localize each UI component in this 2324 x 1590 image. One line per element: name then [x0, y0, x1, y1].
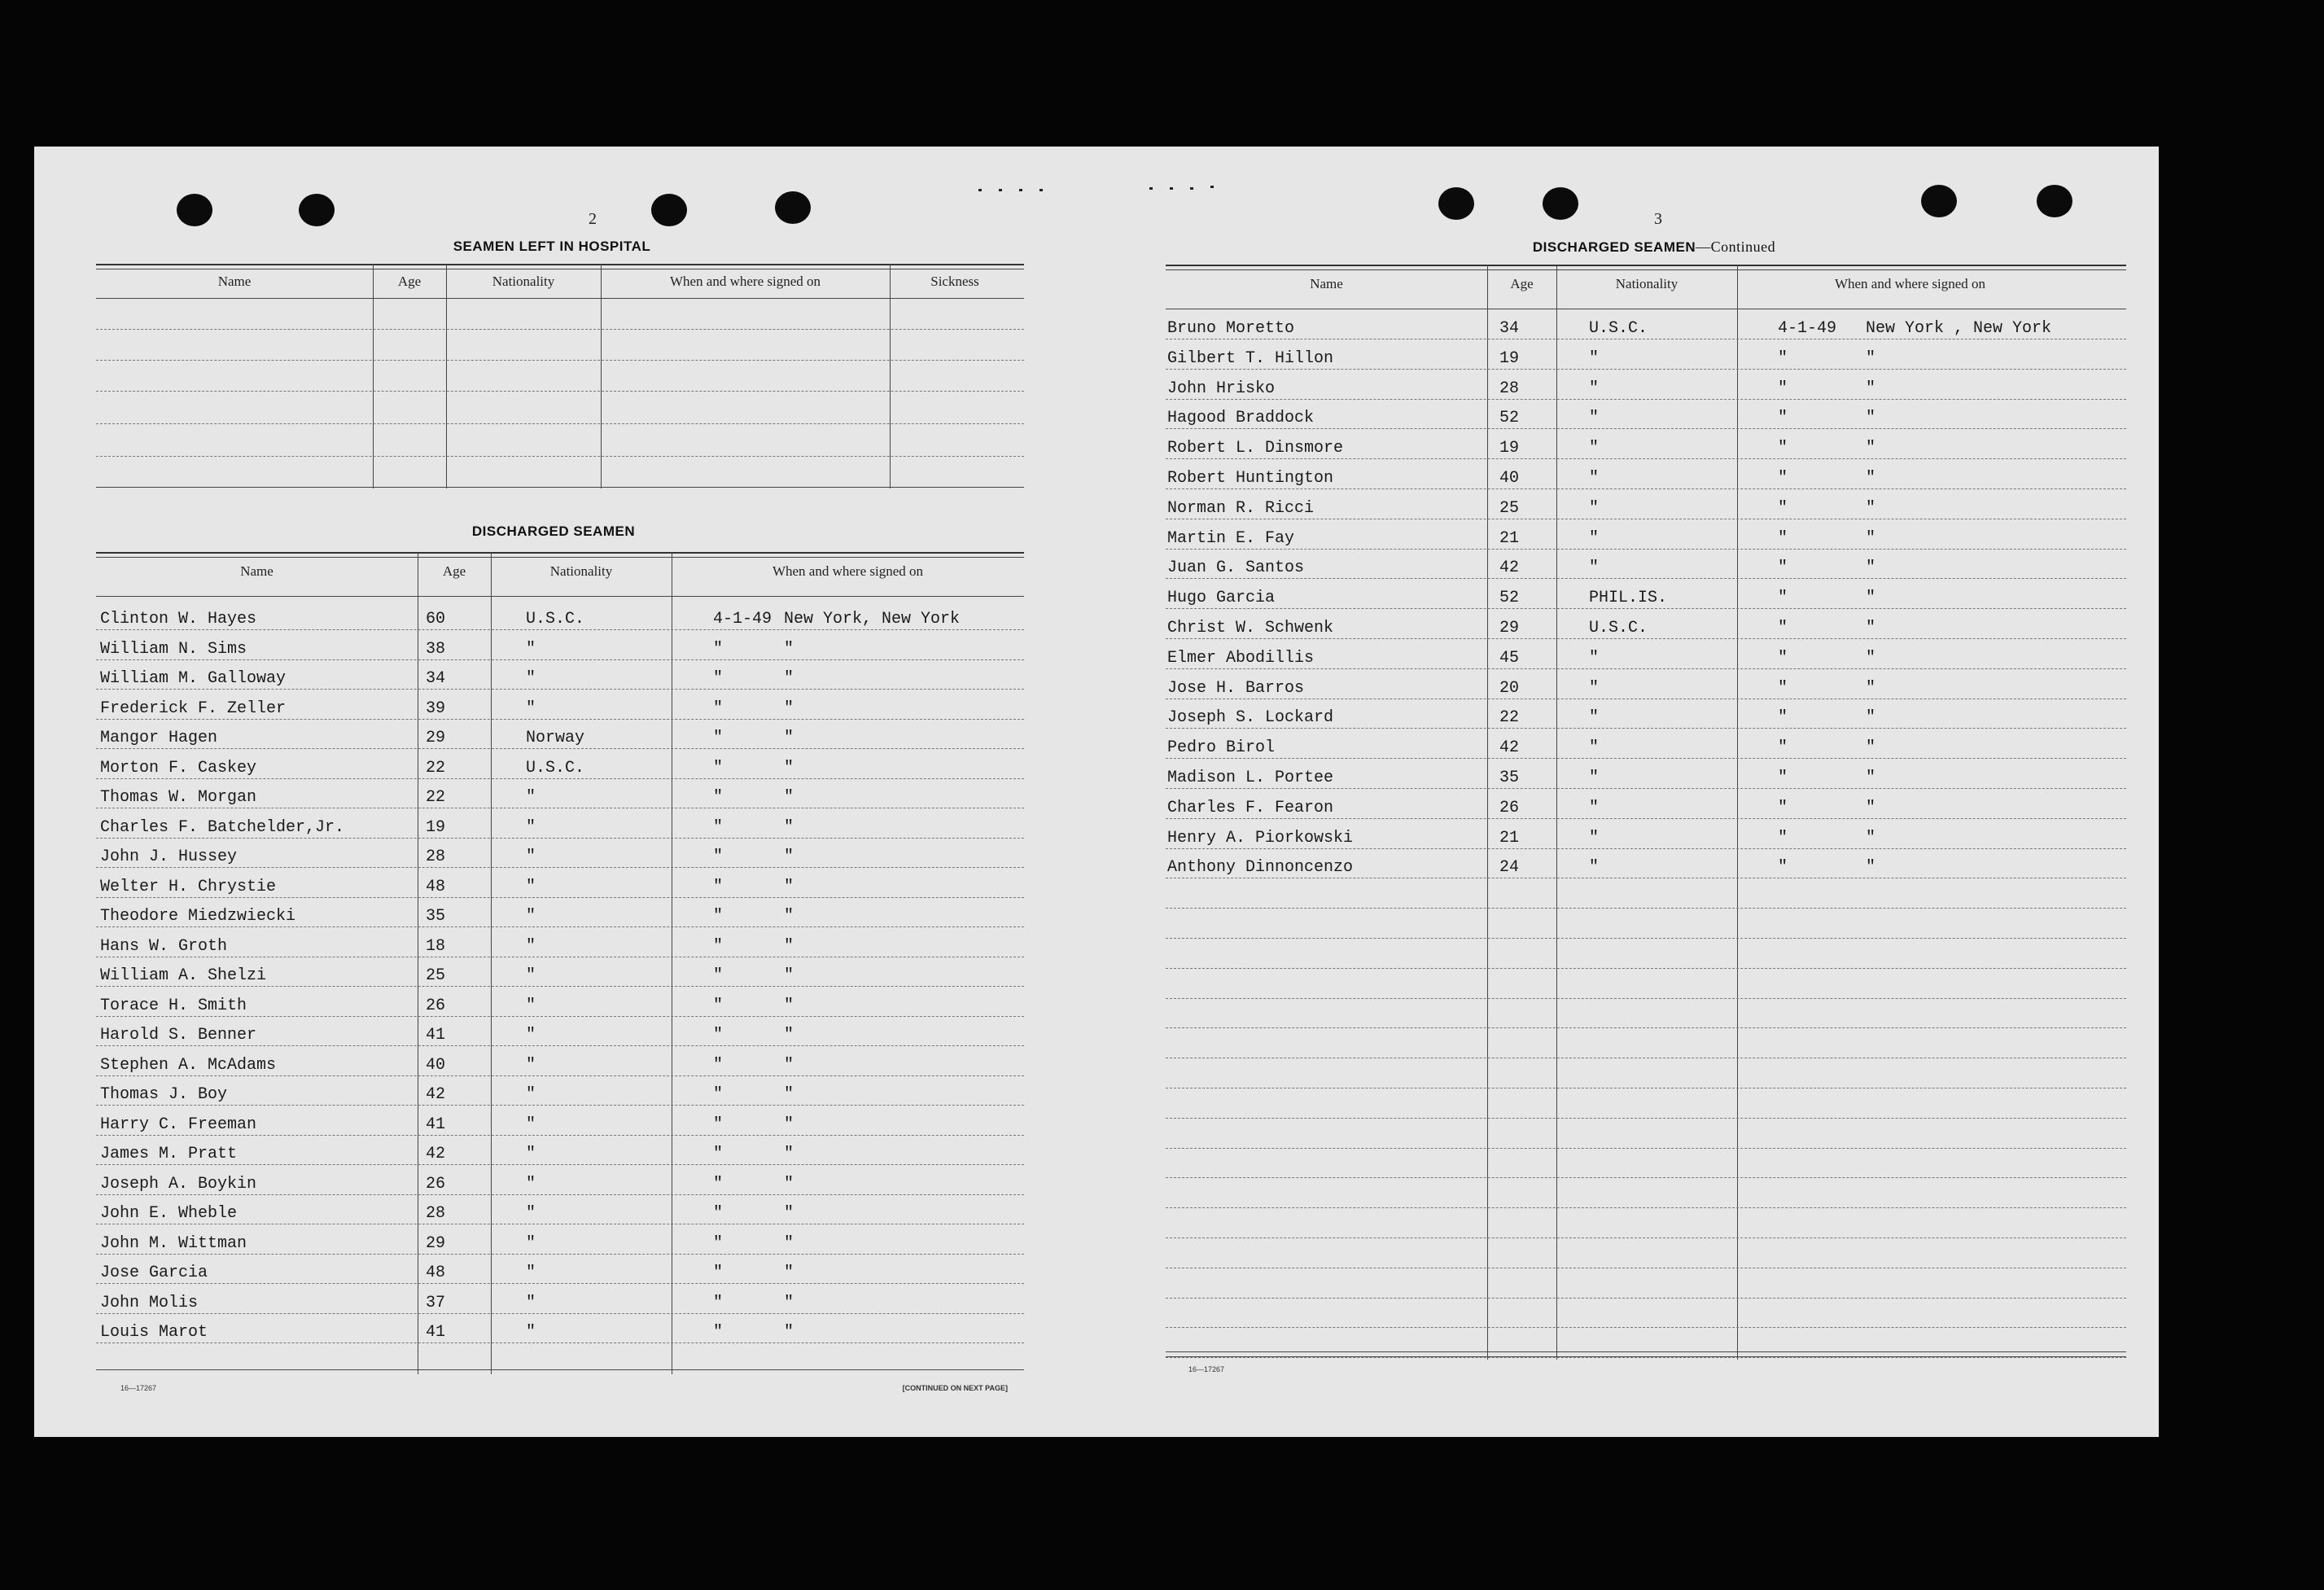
cell-age: 42 — [1499, 738, 1520, 758]
cell-date: " — [1778, 439, 1788, 458]
cell-age: 45 — [1499, 648, 1520, 668]
cell-place: " — [784, 1233, 794, 1253]
cell-age: 21 — [1499, 528, 1520, 548]
cell-age: 34 — [1499, 319, 1520, 338]
cell-place: " — [784, 669, 794, 688]
cell-age: 25 — [1499, 498, 1520, 518]
cell-place: " — [784, 817, 794, 837]
cell-nat: U.S.C. — [1589, 319, 1648, 338]
cell-age: 20 — [1499, 678, 1520, 698]
cell-place: New York , New York — [1866, 319, 2052, 338]
cell-date: " — [713, 1026, 724, 1045]
cell-place: " — [1866, 348, 1876, 368]
cell-name: Joseph S. Lockard — [1167, 708, 1334, 728]
cell-date: " — [1778, 379, 1788, 398]
cell-date: " — [713, 1145, 724, 1163]
cell-place: " — [1866, 708, 1876, 728]
cell-date: " — [713, 669, 724, 688]
cell-date: " — [1778, 798, 1788, 817]
cell-place: " — [1866, 379, 1876, 398]
cell-nat: " — [1589, 528, 1600, 548]
cell-name: Charles F. Batchelder,Jr. — [100, 817, 345, 837]
cell-name: Hagood Braddock — [1167, 409, 1315, 428]
cell-name: Torace H. Smith — [100, 996, 247, 1015]
cell-place: " — [1866, 678, 1876, 698]
cell-place: " — [1866, 619, 1876, 637]
cell-place: " — [1866, 828, 1876, 848]
cell-age: 40 — [426, 1055, 446, 1075]
cell-date: " — [713, 1204, 724, 1223]
cell-date: " — [1778, 678, 1788, 698]
col-header-age: Age — [1510, 276, 1534, 291]
col-header-nationality: Nationality — [1615, 276, 1678, 291]
cell-name: Robert L. Dinsmore — [1167, 439, 1344, 458]
cell-nat: " — [526, 817, 536, 837]
cell-age: 22 — [1499, 708, 1520, 728]
cell-name: Hans W. Groth — [100, 936, 228, 956]
cell-date: " — [1778, 619, 1788, 637]
col-header-nationality: Nationality — [492, 274, 555, 289]
cell-nat: " — [1589, 409, 1600, 428]
cell-name: Jose H. Barros — [1167, 678, 1305, 698]
cell-date: " — [713, 699, 724, 718]
cell-nat: " — [526, 1055, 536, 1075]
cell-nat: " — [526, 996, 536, 1015]
cell-date: " — [1778, 469, 1788, 488]
cell-name: John E. Wheble — [100, 1204, 238, 1223]
col-header-age: Age — [442, 563, 466, 579]
cell-name: William N. Sims — [100, 639, 247, 659]
cell-age: 28 — [426, 848, 446, 866]
cell-name: Welter H. Chrystie — [100, 877, 277, 896]
cell-date: " — [713, 907, 724, 926]
cell-place: " — [1866, 738, 1876, 758]
cell-date: " — [713, 639, 724, 659]
cell-nat: PHIL.IS. — [1589, 589, 1668, 608]
cell-nat: " — [526, 1115, 536, 1134]
cell-date: " — [713, 848, 724, 866]
cell-place: " — [784, 788, 794, 807]
cell-age: 26 — [426, 1174, 446, 1194]
col-header-name: Name — [240, 563, 274, 579]
cell-date: " — [713, 1264, 724, 1282]
cell-name: Stephen A. McAdams — [100, 1055, 277, 1075]
cell-date: " — [1778, 858, 1788, 878]
cell-name: Thomas W. Morgan — [100, 788, 257, 807]
cell-name: Louis Marot — [100, 1323, 208, 1342]
cell-place: " — [784, 1055, 794, 1075]
cell-nat: " — [526, 907, 536, 926]
cell-nat: " — [1589, 498, 1600, 518]
cell-nat: U.S.C. — [526, 610, 585, 629]
cell-age: 25 — [426, 966, 446, 985]
cell-date: " — [713, 788, 724, 807]
cell-nat: " — [526, 1026, 536, 1045]
cell-nat: U.S.C. — [1589, 619, 1648, 637]
cell-date: " — [713, 996, 724, 1015]
cell-age: 42 — [1499, 558, 1520, 578]
cell-name: Bruno Moretto — [1167, 319, 1295, 338]
cell-place: " — [1866, 469, 1876, 488]
cell-date: " — [1778, 708, 1788, 728]
cell-age: 41 — [426, 1115, 446, 1134]
cell-age: 34 — [426, 669, 446, 688]
cell-date: " — [1778, 558, 1788, 578]
cell-age: 26 — [426, 996, 446, 1015]
cell-date: 4-1-49 — [1778, 319, 1837, 338]
cell-name: Christ W. Schwenk — [1167, 619, 1334, 637]
cell-name: John Hrisko — [1167, 379, 1276, 398]
cell-date: " — [713, 1174, 724, 1194]
cell-place: " — [1866, 648, 1876, 668]
cell-name: Joseph A. Boykin — [100, 1174, 257, 1194]
cell-date: " — [713, 817, 724, 837]
hospital-table — [96, 264, 1024, 488]
cell-nat: " — [526, 1293, 536, 1312]
cell-place: " — [784, 699, 794, 718]
cell-date: " — [713, 1293, 724, 1312]
cell-date: " — [713, 877, 724, 896]
cell-date: " — [1778, 589, 1788, 608]
cell-age: 40 — [1499, 469, 1520, 488]
cell-name: Thomas J. Boy — [100, 1085, 228, 1104]
cell-nat: " — [1589, 439, 1600, 458]
cell-age: 37 — [426, 1293, 446, 1312]
cell-name: Charles F. Fearon — [1167, 798, 1334, 817]
discharged-table — [96, 552, 1024, 1374]
cell-name: Elmer Abodillis — [1167, 648, 1315, 668]
cell-date: " — [713, 1085, 724, 1104]
cell-nat: " — [526, 788, 536, 807]
cell-nat: " — [526, 639, 536, 659]
cell-name: Anthony Dinnoncenzo — [1167, 858, 1354, 878]
cell-age: 48 — [426, 877, 446, 896]
cell-place: " — [784, 1145, 794, 1163]
cell-date: " — [713, 966, 724, 985]
col-header-signed-on: When and where signed on — [772, 563, 924, 579]
cell-name: Jose Garcia — [100, 1264, 208, 1282]
cell-place: " — [784, 639, 794, 659]
cell-name: Theodore Miedzwiecki — [100, 907, 296, 926]
cell-name: Harold S. Benner — [100, 1026, 257, 1045]
cell-name: Clinton W. Hayes — [100, 610, 257, 629]
cell-nat: " — [1589, 469, 1600, 488]
cell-nat: Norway — [526, 729, 585, 747]
cell-nat: " — [1589, 648, 1600, 668]
cell-name: Juan G. Santos — [1167, 558, 1305, 578]
cell-age: 22 — [426, 758, 446, 777]
col-header-age: Age — [397, 274, 422, 289]
cell-nat: " — [1589, 798, 1600, 817]
cell-nat: " — [526, 1233, 536, 1253]
section-title-main: DISCHARGED SEAMEN — [1532, 239, 1696, 255]
cell-place: " — [1866, 409, 1876, 428]
cell-date: " — [1778, 409, 1788, 428]
cell-date: " — [1778, 738, 1788, 758]
cell-nat: " — [1589, 379, 1600, 398]
cell-date: 4-1-49 — [713, 610, 772, 629]
cell-date: " — [1778, 498, 1788, 518]
cell-age: 26 — [1499, 798, 1520, 817]
cell-age: 42 — [426, 1085, 446, 1104]
cell-age: 39 — [426, 699, 446, 718]
form-code: 16—17267 — [120, 1384, 157, 1392]
cell-date: " — [713, 1323, 724, 1342]
cell-nat: " — [526, 1204, 536, 1223]
cell-name: Pedro Birol — [1167, 738, 1276, 758]
cell-nat: " — [1589, 708, 1600, 728]
cell-age: 38 — [426, 639, 446, 659]
cell-nat: " — [1589, 348, 1600, 368]
cell-age: 29 — [426, 1233, 446, 1253]
cell-place: " — [784, 848, 794, 866]
cell-place: " — [784, 996, 794, 1015]
cell-age: 41 — [426, 1026, 446, 1045]
cell-name: Harry C. Freeman — [100, 1115, 257, 1134]
continued-note: [CONTINUED ON NEXT PAGE] — [902, 1384, 1008, 1392]
cell-place: New York, New York — [784, 610, 961, 629]
col-header-name: Name — [217, 274, 252, 289]
cell-age: 42 — [426, 1145, 446, 1163]
col-header-name: Name — [1310, 276, 1343, 291]
section-title — [1174, 239, 2134, 256]
cell-place: " — [784, 1264, 794, 1282]
section-title-continued: —Continued — [1696, 239, 1776, 255]
page-number: 3 — [1654, 210, 1662, 228]
cell-place: " — [784, 1174, 794, 1194]
cell-nat: " — [526, 1174, 536, 1194]
cell-place: " — [784, 1026, 794, 1045]
cell-age: 35 — [426, 907, 446, 926]
cell-name: Norman R. Ricci — [1167, 498, 1315, 518]
left-page — [96, 147, 1024, 1437]
cell-place: " — [784, 966, 794, 985]
cell-age: 21 — [1499, 828, 1520, 848]
cell-name: Madison L. Portee — [1167, 769, 1334, 787]
cell-date: " — [1778, 828, 1788, 848]
cell-nat: " — [526, 669, 536, 688]
cell-place: " — [1866, 558, 1876, 578]
cell-name: John M. Wittman — [100, 1233, 247, 1253]
cell-age: 18 — [426, 936, 446, 956]
scanned-document — [34, 147, 2159, 1437]
cell-date: " — [713, 1233, 724, 1253]
cell-place: " — [784, 877, 794, 896]
cell-nat: " — [526, 1323, 536, 1342]
cell-place: " — [1866, 769, 1876, 787]
cell-date: " — [713, 729, 724, 747]
cell-place: " — [784, 729, 794, 747]
form-code: 16—17267 — [1188, 1365, 1225, 1373]
cell-age: 41 — [426, 1323, 446, 1342]
cell-place: " — [784, 907, 794, 926]
cell-age: 52 — [1499, 409, 1520, 428]
cell-age: 19 — [426, 817, 446, 837]
cell-age: 52 — [1499, 589, 1520, 608]
hospital-section-title: SEAMEN LEFT IN HOSPITAL — [453, 239, 651, 254]
cell-nat: " — [1589, 828, 1600, 848]
cell-name: John Molis — [100, 1293, 199, 1312]
cell-name: James M. Pratt — [100, 1145, 238, 1163]
cell-nat: " — [526, 966, 536, 985]
cell-nat: " — [526, 1145, 536, 1163]
cell-name: Henry A. Piorkowski — [1167, 828, 1354, 848]
col-header-signed-on: When and where signed on — [669, 274, 821, 289]
cell-nat: " — [526, 1085, 536, 1104]
col-header-nationality: Nationality — [549, 563, 613, 579]
cell-date: " — [1778, 769, 1788, 787]
cell-name: Mangor Hagen — [100, 729, 218, 747]
cell-place: " — [784, 758, 794, 777]
page-number: 2 — [589, 210, 597, 228]
cell-place: " — [784, 1323, 794, 1342]
cell-name: John J. Hussey — [100, 848, 238, 866]
cell-nat: " — [1589, 769, 1600, 787]
cell-place: " — [1866, 798, 1876, 817]
cell-place: " — [784, 1293, 794, 1312]
cell-age: 19 — [1499, 439, 1520, 458]
cell-age: 60 — [426, 610, 446, 629]
cell-nat: " — [526, 877, 536, 896]
cell-nat: " — [526, 936, 536, 956]
cell-age: 22 — [426, 788, 446, 807]
cell-nat: " — [526, 848, 536, 866]
cell-date: " — [1778, 648, 1788, 668]
cell-nat: " — [1589, 678, 1600, 698]
discharged-table-continued — [1166, 265, 2126, 1360]
cell-place: " — [1866, 439, 1876, 458]
cell-place: " — [784, 1085, 794, 1104]
cell-nat: " — [1589, 558, 1600, 578]
cell-place: " — [1866, 858, 1876, 878]
right-page — [1166, 147, 2126, 1437]
cell-nat: " — [1589, 738, 1600, 758]
cell-age: 29 — [1499, 619, 1520, 637]
cell-place: " — [784, 936, 794, 956]
cell-name: Gilbert T. Hillon — [1167, 348, 1334, 368]
cell-name: William A. Shelzi — [100, 966, 267, 985]
cell-age: 24 — [1499, 858, 1520, 878]
cell-date: " — [1778, 348, 1788, 368]
cell-place: " — [1866, 528, 1876, 548]
cell-age: 35 — [1499, 769, 1520, 787]
cell-place: " — [784, 1204, 794, 1223]
cell-name: William M. Galloway — [100, 669, 287, 688]
col-header-signed-on: When and where signed on — [1834, 276, 1986, 291]
cell-age: 29 — [426, 729, 446, 747]
col-header-sickness: Sickness — [930, 274, 979, 289]
cell-name: Robert Huntington — [1167, 469, 1334, 488]
cell-age: 28 — [1499, 379, 1520, 398]
cell-name: Hugo Garcia — [1167, 589, 1276, 608]
cell-date: " — [713, 758, 724, 777]
cell-name: Martin E. Fay — [1167, 528, 1295, 548]
cell-date: " — [713, 1055, 724, 1075]
cell-age: 28 — [426, 1204, 446, 1223]
discharged-section-title: DISCHARGED SEAMEN — [471, 523, 636, 539]
cell-date: " — [713, 1115, 724, 1134]
cell-nat: " — [526, 699, 536, 718]
cell-date: " — [713, 936, 724, 956]
cell-nat: " — [526, 1264, 536, 1282]
cell-age: 19 — [1499, 348, 1520, 368]
cell-place: " — [1866, 498, 1876, 518]
cell-name: Morton F. Caskey — [100, 758, 257, 777]
cell-nat: U.S.C. — [526, 758, 585, 777]
cell-date: " — [1778, 528, 1788, 548]
cell-age: 48 — [426, 1264, 446, 1282]
cell-place: " — [1866, 589, 1876, 608]
cell-name: Frederick F. Zeller — [100, 699, 287, 718]
cell-place: " — [784, 1115, 794, 1134]
cell-nat: " — [1589, 858, 1600, 878]
